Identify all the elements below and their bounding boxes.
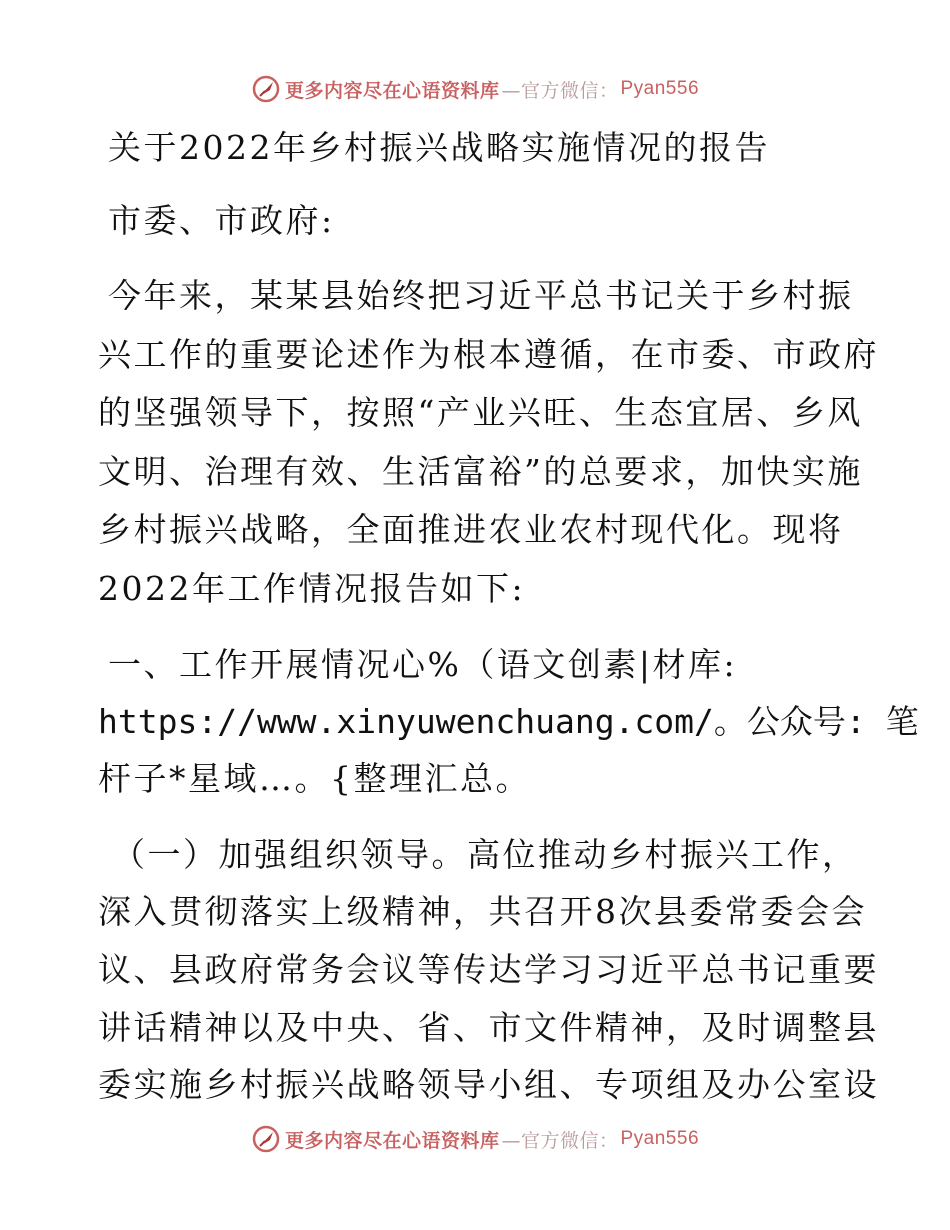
- quill-logo-icon: [251, 74, 281, 104]
- watermark-text: 更多内容尽在心语资料库: [284, 1129, 500, 1152]
- intro-line: 今年来，某某县始终把习近平总书记关于乡村振: [108, 276, 854, 315]
- quill-logo-icon: [251, 1124, 281, 1154]
- watermark-text: 更多内容尽在心语资料库: [284, 79, 500, 102]
- watermark-top: [0, 74, 950, 104]
- intro-line: 兴工作的重要论述作为根本遵循，在市委、市政府: [98, 335, 879, 374]
- section-heading-line: 一、工作开展情况心%（语文创素|材库:: [108, 645, 738, 684]
- paragraph-line: （一）加强组织领导。高位推动乡村振兴工作，: [112, 835, 858, 874]
- intro-line: 乡村振兴战略，全面推进农业农村现代化。现将: [98, 510, 844, 549]
- section-heading-line: https://www.xinyuwenchuang.com/。公众号: 笔: [98, 702, 919, 741]
- section-heading-line: 杆子*星域…。{整理汇总。: [98, 759, 531, 798]
- intro-line: 2022年工作情况报告如下:: [98, 569, 526, 608]
- watermark-id: Pyan556: [620, 1128, 700, 1149]
- intro-line: 的坚强领导下，按照“产业兴旺、生态宜居、乡风: [98, 393, 863, 432]
- salutation: 市委、市政府:: [108, 201, 335, 240]
- paragraph-line: 议、县政府常务会议等传达学习习近平总书记重要: [98, 950, 879, 989]
- watermark-official: —官方微信：: [501, 1129, 619, 1152]
- paragraph-line: 讲话精神以及中央、省、市文件精神，及时调整县: [98, 1008, 879, 1047]
- intro-line: 文明、治理有效、生活富裕”的总要求，加快实施: [98, 452, 863, 491]
- paragraph-line: 深入贯彻落实上级精神，共召开8次县委常委会会: [98, 892, 867, 931]
- watermark-id: Pyan556: [620, 78, 700, 99]
- watermark-official: —官方微信：: [501, 79, 619, 102]
- document-title: 关于2022年乡村振兴战略实施情况的报告: [108, 128, 770, 167]
- paragraph-line: 委实施乡村振兴战略领导小组、专项组及办公室设: [98, 1065, 879, 1104]
- watermark-bottom: [0, 1124, 950, 1154]
